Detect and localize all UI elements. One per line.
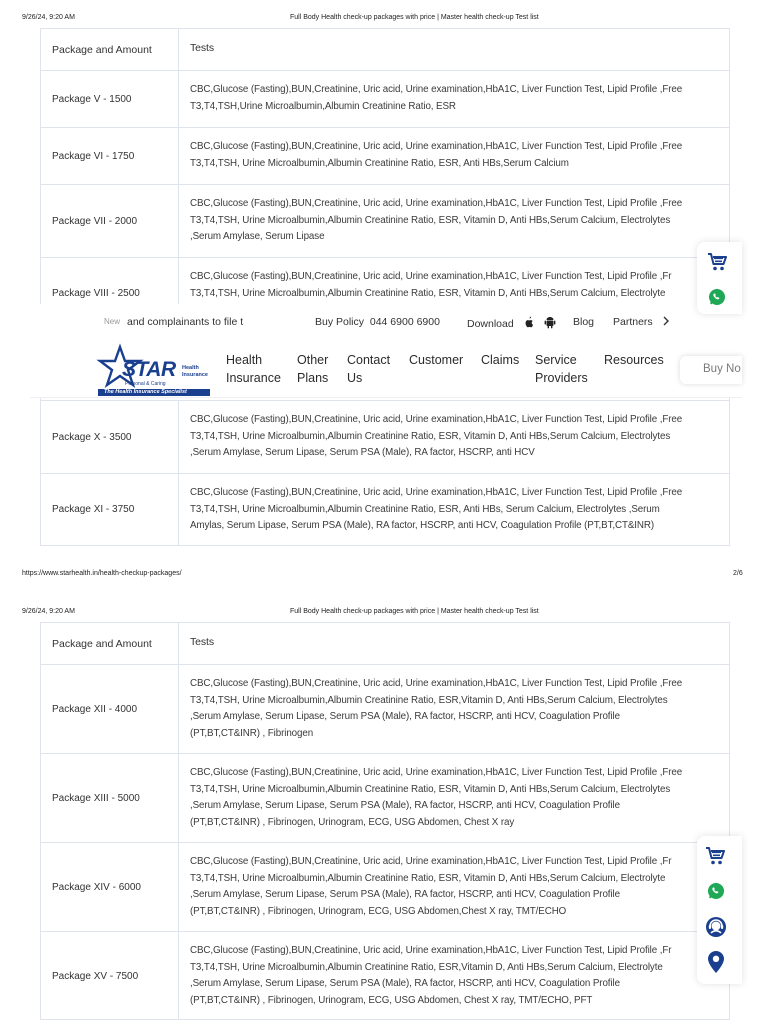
table-row — [41, 127, 729, 184]
nav-health-insurance-line1: Health — [226, 353, 263, 367]
table-header-row — [41, 29, 729, 70]
new-badge: New — [104, 317, 121, 326]
tests-line: ,Serum Amylase, Serum Lipase, Serum PSA (Male), RA factor, HSCRP, anti HCV, Coagulation Profile — [190, 889, 620, 900]
table-row — [41, 931, 729, 1020]
print-title: Full Body Health check-up packages with price | Master health check-up Test list — [290, 608, 539, 615]
floating-actions-page2 — [697, 836, 742, 984]
nav-service-providers-line1: Service — [535, 353, 577, 367]
tests-cell — [179, 474, 729, 535]
header-tests: Tests — [190, 635, 215, 648]
package-table-page2 — [40, 622, 730, 1020]
package-amount-cell: Package V - 1500 — [41, 71, 179, 127]
package-amount-cell: Package XII - 4000 — [41, 665, 179, 753]
partners-link[interactable] — [613, 316, 670, 328]
apple-icon[interactable] — [523, 316, 535, 329]
table-row — [41, 184, 729, 257]
tests-cell — [179, 754, 729, 831]
location-pin-icon[interactable] — [707, 950, 725, 974]
package-amount-cell: Package XI - 3750 — [41, 474, 179, 545]
tests-cell — [179, 401, 729, 462]
table-row — [41, 753, 729, 842]
tests-line: T3,T4,TSH, Urine Microalbumin,Albumin Creatinine Ratio, ESR,Vitamin D, Anti HBs,Serum Calcium, Electrolyte — [190, 961, 663, 973]
tests-line: CBC,Glucose (Fasting),BUN,Creatinine, Uric acid, Urine examination,HbA1C, Liver Function Test, Lipid Profile ,Free — [190, 767, 683, 778]
tests-cell — [179, 71, 729, 115]
tests-line: T3,T4,TSH, Urine Microalbumin,Albumin Creatinine Ratio, ESR, Anti HBs,Serum Calcium — [190, 157, 569, 169]
nav-customer-label: Customer — [409, 353, 464, 367]
nav-other-plans-line2: Plans — [297, 371, 329, 385]
nav-claims-label: Claims — [481, 353, 520, 367]
tests-line: T3,T4,TSH, Urine Microalbumin,Albumin Creatinine Ratio, ESR, Vitamin D, Anti HBs,Serum Calcium, Electrolytes — [190, 783, 671, 795]
nav-claims[interactable] — [481, 351, 519, 369]
tests-line: T3,T4,TSH, Urine Microalbumin,Albumin Creatinine Ratio, ESR, Vitamin D, Anti HBs,Serum Calcium, Electrolyte — [190, 872, 666, 884]
package-amount-cell: Package VII - 2000 — [41, 185, 179, 257]
package-amount-cell: Package XIII - 5000 — [41, 754, 179, 842]
logo-sub-health: Health — [182, 365, 199, 371]
whatsapp-icon[interactable] — [708, 288, 726, 306]
tests-line: (PT,BT,CT&INR) , Fibrinogen — [190, 727, 314, 739]
download-label: Download — [467, 318, 514, 330]
tests-line: (PT,BT,CT&INR) , Fibrinogen, Urinogram, ECG, USG Abdomen, Chest X ray, TMT/ECHO, PFT — [190, 994, 593, 1006]
tests-line: CBC,Glucose (Fasting),BUN,Creatinine, Uric acid, Urine examination,HbA1C, Liver Function Test, Lipid Profile ,Free — [190, 84, 683, 95]
nav-resources-label: Resources — [604, 353, 664, 367]
logo-sub-insurance: Insurance — [182, 372, 208, 378]
chevron-right-icon — [662, 316, 670, 326]
logo-tagline: The Health Insurance Specialist — [104, 389, 187, 395]
main-navigation — [30, 338, 742, 398]
tests-cell — [179, 185, 729, 246]
tests-cell — [179, 665, 729, 742]
tests-cell — [179, 843, 729, 920]
tests-line: CBC,Glucose (Fasting),BUN,Creatinine, Uric acid, Urine examination,HbA1C, Liver Function Test, Lipid Profile ,Fr — [190, 945, 672, 956]
nav-contact-us-line2: Us — [347, 371, 363, 385]
tests-line: CBC,Glucose (Fasting),BUN,Creatinine, Uric acid, Urine examination,HbA1C, Liver Function Test, Lipid Profile ,Fr — [190, 856, 672, 867]
nav-other-plans[interactable] — [297, 351, 328, 387]
nav-customer[interactable] — [409, 351, 463, 369]
tests-line: CBC,Glucose (Fasting),BUN,Creatinine, Uric acid, Urine examination,HbA1C, Liver Function Test, Lipid Profile ,Free — [190, 141, 683, 152]
blog-link[interactable]: Blog — [573, 316, 595, 328]
tests-line: CBC,Glucose (Fasting),BUN,Creatinine, Uric acid, Urine examination,HbA1C, Liver Function Test, Lipid Profile ,Free — [190, 487, 683, 498]
header-tests: Tests — [190, 41, 215, 54]
package-amount-cell: Package XV - 7500 — [41, 932, 179, 1020]
buy-policy-link[interactable] — [315, 316, 440, 328]
package-amount-cell: Package VIII - 2500 — [41, 258, 179, 329]
tests-line: T3,T4,TSH, Urine Microalbumin,Albumin Creatinine Ratio, ESR, Anti HBs, Serum Calcium, Electrolytes ,Serum — [190, 503, 660, 515]
package-amount-cell: Package VI - 1750 — [41, 128, 179, 184]
print-url: https://www.starhealth.in/health-checkup-packages/ — [22, 570, 182, 577]
print-header-page2 — [0, 594, 768, 615]
print-datetime: 9/26/24, 9:20 AM — [22, 608, 75, 615]
nav-health-insurance[interactable] — [226, 351, 281, 387]
tests-line: Amylas, Serum Lipase, Serum PSA (Male), RA factor, HSCRP, anti HCV, Coagulation Profile (PT,BT,CT&INR) — [190, 520, 655, 531]
table-row — [41, 70, 729, 127]
tests-line: T3,T4,TSH, Urine Microalbumin,Albumin Creatinine Ratio, ESR, Vitamin D, Anti HBs,Serum Calcium, Electrolytes — [190, 430, 671, 442]
partners-label: Partners — [613, 316, 653, 328]
buy-policy-label: Buy Policy — [315, 316, 365, 328]
table-row — [41, 473, 729, 545]
star-health-logo[interactable] — [98, 345, 210, 397]
tests-line: CBC,Glucose (Fasting),BUN,Creatinine, Uric acid, Urine examination,HbA1C, Liver Function Test, Lipid Profile ,Free — [190, 198, 683, 209]
tests-line: CBC,Glucose (Fasting),BUN,Creatinine, Uric acid, Urine examination,HbA1C, Liver Function Test, Lipid Profile ,Fr — [190, 271, 672, 282]
tests-line: ,Serum Amylase, Serum Lipase, Serum PSA (Male), RA factor, HSCRP, anti HCV, Coagulation Profile — [190, 800, 620, 811]
android-icon[interactable] — [544, 316, 556, 329]
print-page-number: 2/6 — [733, 570, 743, 577]
package-table-continued — [40, 398, 730, 546]
package-table — [40, 28, 730, 304]
cart-icon[interactable] — [707, 252, 729, 272]
tests-line: ,Serum Amylase, Serum Lipase — [190, 231, 325, 242]
nav-service-providers-line2: Providers — [535, 371, 588, 385]
buy-now-button[interactable]: Buy No — [680, 356, 742, 384]
cart-icon[interactable] — [705, 846, 727, 866]
nav-resources[interactable] — [604, 351, 664, 369]
package-amount-cell: Package XIV - 6000 — [41, 843, 179, 931]
tests-line: T3,T4,TSH, Urine Microalbumin,Albumin Creatinine Ratio, ESR, Vitamin D, Anti HBs,Serum Calcium, Electrolytes — [190, 214, 671, 226]
package-amount-cell: Package X - 3500 — [41, 401, 179, 473]
nav-contact-us-line1: Contact — [347, 353, 391, 367]
tests-line: T3,T4,TSH, Urine Microalbumin,Albumin Creatinine Ratio, ESR, Vitamin D, Anti HBs,Serum Calcium, Electrolyte — [190, 287, 666, 299]
tests-line: ,Serum Amylase, Serum Lipase, Serum PSA (Male), RA factor, HSCRP, anti HCV — [190, 447, 535, 458]
print-title: Full Body Health check-up packages with price | Master health check-up Test list — [290, 14, 539, 21]
tests-line: CBC,Glucose (Fasting),BUN,Creatinine, Uric acid, Urine examination,HbA1C, Liver Function Test, Lipid Profile ,Free — [190, 678, 683, 689]
download-link[interactable] — [467, 316, 556, 330]
news-ticker[interactable]: and complainants to file t — [127, 316, 244, 328]
tests-line: (PT,BT,CT&INR) , Fibrinogen, Urinogram, ECG, USG Abdomen,Chest X ray, TMT/ECHO — [190, 905, 567, 917]
tests-line: ,Serum Amylase, Serum Lipase, Serum PSA (Male), RA factor, HSCRP, anti HCV, Coagulation Profile — [190, 978, 620, 989]
nav-contact-us[interactable] — [347, 351, 390, 387]
logo-brand: STAR — [122, 358, 176, 381]
tests-line: T3,T4,TSH, Urine Microalbumin,Albumin Creatinine Ratio, ESR,Vitamin D, Anti HBs,Serum Calcium, Electrolytes — [190, 694, 668, 706]
table-row — [41, 400, 729, 473]
nav-service-providers[interactable] — [535, 351, 588, 387]
nav-health-insurance-line2: Insurance — [226, 371, 281, 385]
phone-number[interactable]: 044 6900 6900 — [369, 316, 440, 328]
whatsapp-icon[interactable] — [707, 882, 725, 900]
print-datetime: 9/26/24, 9:20 AM — [22, 14, 75, 21]
header-package-amount: Package and Amount — [41, 29, 179, 70]
tests-line: T3,T4,TSH,Urine Microalbumin,Albumin Creatinine Ratio, ESR — [190, 100, 456, 112]
top-utility-bar — [0, 304, 742, 338]
tests-cell — [179, 932, 729, 1009]
header-package-amount: Package and Amount — [41, 623, 179, 664]
table-row — [41, 842, 729, 931]
print-header — [0, 0, 768, 21]
support-agent-icon[interactable] — [705, 916, 727, 938]
floating-actions — [697, 242, 742, 314]
logo-personal-caring: Personal & Caring — [125, 381, 166, 387]
table-row — [41, 664, 729, 753]
tests-cell — [179, 128, 729, 172]
nav-other-plans-line1: Other — [297, 353, 329, 367]
table-header-row — [41, 623, 729, 664]
tests-line: ,Serum Amylase, Serum Lipase, Serum PSA (Male), RA factor, HSCRP, anti HCV, Coagulation Profile — [190, 711, 620, 722]
tests-line: (PT,BT,CT&INR) , Fibrinogen, Urinogram, ECG, USG Abdomen, Chest X ray — [190, 816, 515, 828]
tests-line: CBC,Glucose (Fasting),BUN,Creatinine, Uric acid, Urine examination,HbA1C, Liver Function Test, Lipid Profile ,Free — [190, 414, 683, 425]
